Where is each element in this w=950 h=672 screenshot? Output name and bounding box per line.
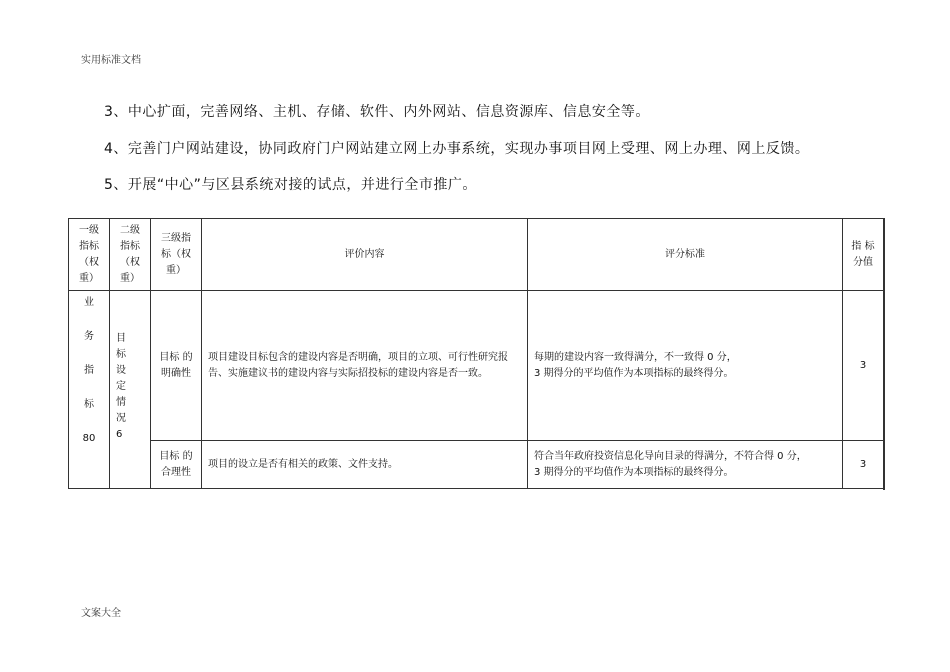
level3-indicator-cell: 目标 的 明确性 bbox=[151, 291, 202, 441]
header-content: 评价内容 bbox=[202, 219, 528, 291]
evaluation-table bbox=[68, 218, 884, 489]
header-score: 指 标 分值 bbox=[843, 219, 884, 291]
level2-indicator-cell: 目 标 设 定 情 况 6 bbox=[110, 291, 151, 489]
table-right-border bbox=[883, 218, 885, 490]
table-row bbox=[69, 291, 884, 441]
score-cell: 3 bbox=[843, 291, 884, 441]
header-level1: 一级 指标 （权 重） bbox=[69, 219, 110, 291]
header-criteria: 评分标准 bbox=[528, 219, 843, 291]
table-row bbox=[69, 441, 884, 489]
paragraph-item-3: 3、中心扩面，完善网络、主机、存储、软件、内外网站、信息资源库、信息安全等。 bbox=[104, 104, 650, 120]
page-footer: 文案大全 bbox=[81, 608, 121, 619]
scoring-criteria-cell: 符合当年政府投资信息化导向目录的得满分，不符合得 0 分， 3 期得分的平均值作为本项指标的最终得分。 bbox=[528, 441, 843, 489]
page-header: 实用标准文档 bbox=[81, 55, 141, 66]
header-level2: 二级 指标 （权 重） bbox=[110, 219, 151, 291]
level3-indicator-cell: 目标 的 合理性 bbox=[151, 441, 202, 489]
table-header-row bbox=[69, 219, 884, 291]
score-cell: 3 bbox=[843, 441, 884, 489]
evaluation-content-cell: 项目建设目标包含的建设内容是否明确，项目的立项、可行性研究报告、实施建议书的建设内容与实际招投标的建设内容是否一致。 bbox=[202, 291, 528, 441]
paragraph-item-5: 5、开展“中心”与区县系统对接的试点，并进行全市推广。 bbox=[104, 177, 477, 193]
header-level3: 三级指 标（权 重） bbox=[151, 219, 202, 291]
evaluation-content-cell: 项目的设立是否有相关的政策、文件支持。 bbox=[202, 441, 528, 489]
level1-indicator-cell: 业 务 指 标 80 bbox=[69, 291, 110, 489]
scoring-criteria-cell: 每期的建设内容一致得满分，不一致得 0 分， 3 期得分的平均值作为本项指标的最终得分。 bbox=[528, 291, 843, 441]
paragraph-item-4: 4、完善门户网站建设，协同政府门户网站建立网上办事系统，实现办事项目网上受理、网上办理、网上反馈。 bbox=[104, 141, 810, 157]
